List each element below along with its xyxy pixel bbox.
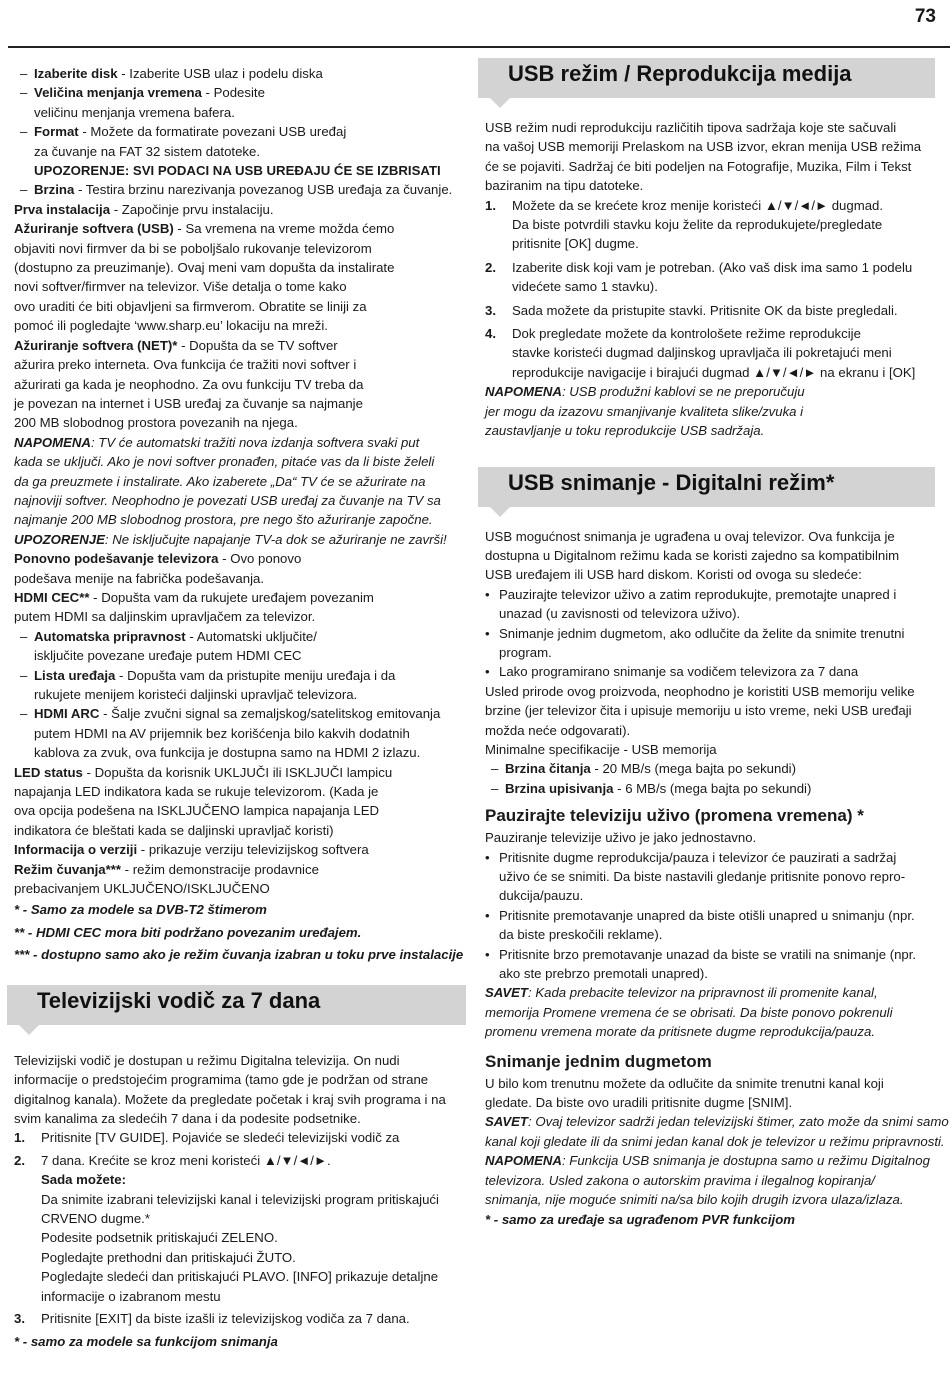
text-line: da ga preuzmete i instalirate. Ako izaberete „Da“ TV će se ažurirate na [14,473,426,489]
header-rule [8,46,950,48]
footnote: * - samo za modele sa funkcijom snimanja [14,1334,278,1350]
text-line: je povezan na internet i USB uređaj za čuvanje sa najmanje [14,395,363,411]
banner-tail [490,98,510,108]
pause-bullet: • Pritisnite dugme reprodukcija/pauza i televizor će pauzirati a sadržaj [485,849,897,865]
footnote: * - samo za uređaje sa ugrađenom PVR funkcijom [485,1211,795,1227]
text-line: možda neće odgovarati). [485,722,631,738]
usb-step-3: 3. Sada možete da pristupite stavki. Pritisnite OK da biste pregledali. [485,302,898,318]
footnote: * - Samo za modele sa DVB-T2 štimerom [14,902,267,918]
text-line: baziranim na tipu datoteke. [485,178,644,194]
text-line: CRVENO dugme.* [41,1210,150,1226]
factory-reset: Ponovno podešavanje televizora - Ovo ponovo [14,551,302,567]
left-column [14,64,466,1352]
text-line: novi softver/firmver na televizor. Više detalja o tome kako [14,279,347,295]
pause-bullet: • Pritisnite brzo premotavanje unazad da biste se vratili na snimanje (npr. [485,946,917,962]
guide-step-3: 3. Pritisnite [EXIT] da biste izašli iz televizijskog vodiča za 7 dana. [14,1310,410,1326]
text-line: putem HDMI sa daljinskim upravljačem za televizor. [14,609,316,625]
text-line: Podesite podsetnik pritiskajući ZELENO. [41,1230,278,1246]
text-line: objaviti novi firmver da bi se poboljšalo rukovanje televizorom [14,240,372,256]
text-line: ažurira preko interneta. Ova funkcija će tražiti novi softver i [14,357,357,373]
text-line: pomoć ili pogledajte ‘www.sharp.eu’ lokaciju na mreži. [14,318,328,334]
text-line: da biste preskočili reklame). [499,927,663,943]
text-line: podešava menije na fabrička podešavanja. [14,570,264,586]
text-line: USB uređajem ili USB hard diskom. Koristi od ovoga su sledeće: [485,567,862,583]
text-line: USB mogućnost snimanja je ugrađena u ovaj televizor. Ova funkcija je [485,528,895,544]
usb-note: NAPOMENA: USB produžni kablovi se ne preporučuju [485,384,805,400]
text-line: putem HDMI na AV prijemnik bez korišćenja bilo kakvih dodatnih [34,725,410,741]
spec-read-speed: – Brzina čitanja - 20 MB/s (mega bajta po sekundi) [491,761,796,777]
guide-step-2: 2. 7 dana. Krećite se kroz meni koristeći ▲/▼/◄/►. [14,1152,331,1168]
subsection-title: Snimanje jednim dugmetom [485,1051,712,1071]
section-title: USB snimanje - Digitalni režim* [508,469,835,495]
menu-item-timeshift: – Veličina menjanja vremena - Podesite [20,85,265,101]
menu-item-timeshift-cont: veličinu menjanja vremena bafera. [34,104,235,120]
hdmi-cec: HDMI CEC** - Dopušta vam da rukujete uređajem povezanim [14,589,374,605]
text-line: televizora. Usled zakona o autorskim pravima i ilegalnog kopiranja/ [485,1172,875,1188]
right-column [485,58,949,1229]
text-line: memorija Promene vremena će se obrisati. Da biste ponovo pokrenuli [485,1004,893,1020]
text-line: kanal koji gledate ili da snimi jedan kanal dok je televizor u režimu pripravnosti. [485,1133,945,1149]
banner-tail [19,1025,39,1035]
text-line: digitalnog kanala). Možete da pregledate početak i kraj svih programa i na [14,1091,446,1107]
note-auto-update: NAPOMENA: TV će automatski tražiti nova izdanja softvera svaki put [14,434,420,450]
text-line: jer mogu da izazovu smanjivanje kvaliteta slike/zvuka i [485,403,804,419]
section-banner-usb-mode [478,58,935,98]
footnote: ** - HDMI CEC mora biti podržano povezanim uređajem. [14,924,362,940]
software-update-usb: Ažuriranje softvera (USB) - Sa vremena na vreme možda ćemo [14,221,395,237]
text-line: kablova za zvuk, ova funkcija je dostupna samo na HDMI 2 izlazu. [34,745,421,761]
text-line: promenu vremena morate da pritisnete dugme reprodukcija/pauza. [485,1024,875,1040]
text-line: na vašoj USB memoriji Prelaskom na USB izvor, ekran menija USB režima [485,139,922,155]
tip-single-tuner: SAVET: Ovaj televizor sadrži jedan televizijski štimer, zato može da snimi samo [485,1114,949,1130]
text-line: dukcija/pauzu. [499,888,584,904]
text-line: Televizijski vodič je dostupan u režimu Digitalna televizija. On nudi [14,1052,400,1068]
text-line: reprodukcije navigacije i birajući dugmad ▲/▼/◄/► na ekranu i [OK] [512,364,916,380]
text-line: uživo će se snimiti. Da biste nastavili gledanje pritisnite ponovo repro- [499,869,906,884]
text-line: prebacivanjem UKLJUČENO/ISKLJUČENO [14,881,270,897]
text-line: snimanja, nije moguće snimiti na/sa bilo kojih drugih izvora ulaza/izlaza. [485,1192,904,1208]
version-info: Informacija o verziji - prikazuje verziju televizijskog softvera [14,842,369,858]
software-update-net: Ažuriranje softvera (NET)* - Dopušta da se TV softver [14,337,338,353]
text-line: stavke koristeći dugmad daljinskog upravljača ili pokretajući meni [512,345,892,361]
note-digital-only: NAPOMENA: Funkcija USB snimanja je dostupna samo u režimu Digitalnog [485,1153,930,1169]
warning-power: UPOZORENJE: Ne isključujte napajanje TV-a dok se ažuriranje ne završi! [14,531,447,547]
footnote: *** - dostupno samo ako je režim čuvanja izabran u toku prve instalacije [14,947,464,963]
text-line: unazad (u zavisnosti od televizora uživo). [499,606,741,622]
menu-item-format: – Format - Možete da formatirate povezani USB uređaj [20,124,347,140]
text-line: najnoviji softver. Neophodno je povezati USB uređaj za čuvanje na TV sa [14,492,441,508]
section-title: USB režim / Reprodukcija medija [508,61,852,86]
text-line: Pogledajte prethodni dan pritiskajući ŽUTO. [41,1249,296,1265]
text-line: Da biste potvrdili stavku koju želite da reprodukujete/pregledate [512,217,883,233]
led-status: LED status - Dopušta da korisnik UKLJUČI ili ISKLJUČI lampicu [14,764,393,780]
text-line: Pogledajte sledeći dan pritiskajući PLAVO. [INFO] prikazuje detaljne [41,1269,439,1285]
rec-bullet: • Snimanje jednim dugmetom, ako odlučite da želite da snimite trenutni [485,625,905,641]
guide-now-label: Sada možete: [41,1172,127,1188]
section-banner-usb-recording [478,467,935,507]
text-line: Minimalne specifikacije - USB memorija [485,741,717,757]
text-line: 200 MB slobodnog prostora povezanih na njega. [14,415,298,431]
subsection-title: Pauzirajte televiziju uživo (promena vremena) * [485,806,864,826]
first-install: Prva instalacija - Započinje prvu instalaciju. [14,201,274,217]
text-line: Da snimite izabrani televizijski kanal i televizijski program pritiskajući [41,1191,439,1207]
tip-timeshift: SAVET: Kada prebacite televizor na pripravnost ili promenite kanal, [485,985,878,1001]
guide-step-1: 1. Pritisnite [TV GUIDE]. Pojaviće se sledeći televizijski vodič za [14,1130,400,1146]
rec-bullet: • Pauzirajte televizor uživo a zatim reprodukujte, premotajte unapred i [485,586,897,602]
text-line: će se pojaviti. Sadržaj će biti podeljen na Fotografije, Muzika, Film i Tekst [485,158,912,174]
text-line: isključite povezane uređaje putem HDMI CEC [34,648,302,664]
hdmi-auto-standby: – Automatska pripravnost - Automatski uključite/ [20,628,317,644]
text-line: ovo uraditi će biti objavljeni sa firmverom. Obratite se liniji za [14,298,367,314]
usb-step-2: 2. Izaberite disk koji vam je potreban. (Ako vaš disk ima samo 1 podelu [485,259,913,275]
hdmi-arc: – HDMI ARC - Šalje zvučni signal sa zemaljskog/satelitskog emitovanja [20,706,441,722]
store-mode: Režim čuvanja*** - režim demonstracije prodavnice [14,861,319,877]
text-line: indikatora će bleštati kada se daljinski upravljač koristi) [14,822,334,838]
text-line: zaustavljanje u toku reprodukcije USB sadržaja. [485,423,765,439]
text-line: svim kanalima za sledećih 7 dana i da podesite podsetnike. [14,1110,361,1126]
text-line: napajanja LED indikatora kada se rukuje televizorom. (Kada je [14,784,379,800]
text-line: USB režim nudi reprodukciju različitih tipova sadržaja koje ste sačuvali [485,120,897,135]
text-line: program. [499,644,552,660]
rec-bullet: • Lako programirano snimanje sa vodičem televizora za 7 dana [485,664,859,680]
usb-step-1: 1. Možete da se krećete kroz menije koristeći ▲/▼/◄/► dugmad. [485,197,884,213]
page-number: 73 [914,6,936,27]
usb-step-4: 4. Dok pregledate možete da kontrološete režime reprodukcije [485,326,861,342]
menu-item-speed: – Brzina - Testira brzinu narezivanja povezanog USB uređaja za čuvanje. [20,182,453,198]
section-banner-tv-guide [7,985,466,1025]
text-line: informacije o predstojećim programima (tamo gde je podržan od strane [14,1072,429,1088]
text-line: videćete samo 1 stavku). [512,279,658,295]
text-line: dostupna u Digitalnom režimu kada se koristi zajedno sa kompatibilnim [485,547,900,563]
spec-write-speed: – Brzina upisivanja - 6 MB/s (mega bajta po sekundi) [491,780,812,796]
text-line: (dostupno za preuzimanje). Ovaj meni vam dopušta da instalirate [14,260,395,276]
banner-tail [490,507,510,517]
text-line: ova opcija podešena na ISKLJUČENO lampica napajanja LED [14,803,380,819]
text-line: Pauziranje televizije uživo je jako jednostavno. [485,830,757,846]
text-line: informacije o izabranom mestu [41,1288,221,1304]
hdmi-device-list: – Lista uređaja - Dopušta vam da pristupite meniju uređaja i da [20,667,396,683]
text-line: brzine (jer televizor čita i upisuje memoriju u isto vreme, neki USB uređaji [485,703,912,719]
text-line: Usled prirode ovog proizvoda, neophodno je koristiti USB memoriju velike [485,683,915,699]
text-line: gledate. Da biste ovo uradili pritisnite dugme [SNIM]. [485,1095,793,1111]
menu-item-format-cont: za čuvanje na FAT 32 sistem datoteke. [34,143,261,159]
section-title: Televizijski vodič za 7 dana [37,987,321,1013]
text-line: pritisnite [OK] dugme. [512,236,639,252]
format-warning: UPOZORENJE: SVI PODACI NA USB UREĐAJU ĆE SE IZBRISATI [34,163,441,179]
text-line: ažurirati ga kada je neophodno. Za ovu funkciju TV treba da [14,376,364,392]
text-line: kada se uključi. Ako je novi softver pronađen, pitaće vas da li biste želeli [14,454,435,470]
text-line: najmanje 200 MB slobodnog prostora, pre nego što ažuriranje započne. [14,512,433,528]
text-line: rukujete menijem koristeći daljinski upravljač televizora. [34,687,358,702]
menu-item-disk: – Izaberite disk - Izaberite USB ulaz i podelu diska [20,66,323,81]
text-line: U bilo kom trenutnu možete da odlučite da snimite trenutni kanal koji [485,1075,884,1091]
text-line: ako ste prebrzo premotali unapred). [499,966,708,982]
pause-bullet: • Pritisnite premotavanje unapred da biste otišli unapred u snimanju (npr. [485,907,915,923]
